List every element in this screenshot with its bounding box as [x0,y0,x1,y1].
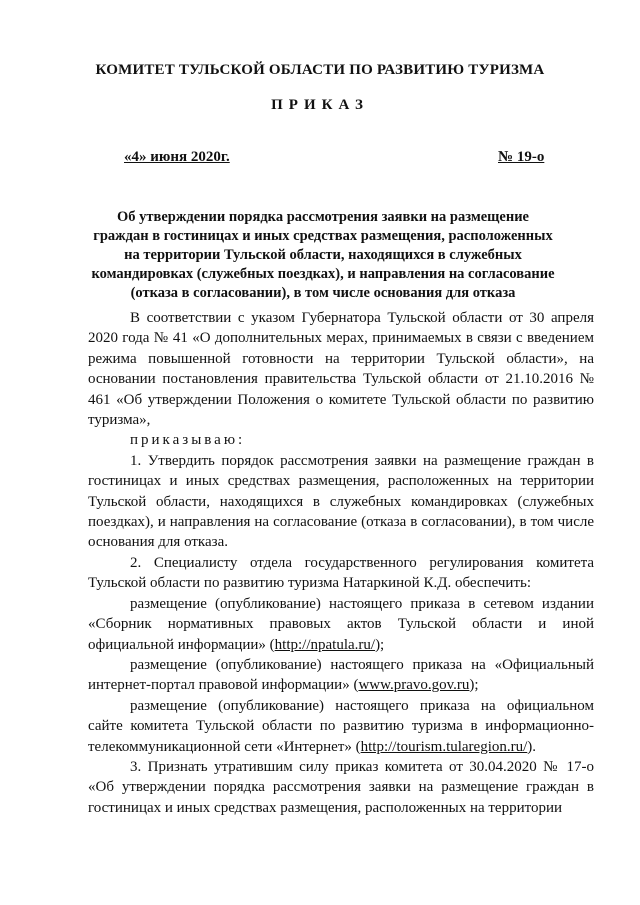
organization-name: КОМИТЕТ ТУЛЬСКОЙ ОБЛАСТИ ПО РАЗВИТИЮ ТУРИЗМА [95,62,545,78]
item-1-paragraph: 1. Утвердить порядок рассмотрения заявки на размещение граждан в гостиницах и иных средствах размещения, расположенных на территории Тульской области, находящихся в служебных командировках (служебных поездках), и направления на согласование (отказа в согласовании), в том числе основания для отказа. [88,452,594,551]
publication-1-paragraph [88,594,594,655]
order-title: Об утверждении порядка рассмотрения заявки на размещение граждан в гостиницах и иных средствах размещения, расположенных на территории Тульской области, находящихся в служебных командировках (служебных поездках), и направления на согласование (отказа в согласовании), в том числе основания для отказа [91,209,555,301]
publication-1-end: ); [375,636,385,653]
order-body [88,308,594,818]
order-word: приказываю: [130,432,246,449]
order-number: № 19-о [498,149,545,165]
publication-3-paragraph [88,696,594,757]
npatula-link[interactable]: http://npatula.ru/ [274,636,376,653]
publication-1-text: размещение (опубликование) настоящего приказа в сетевом издании «Сборник нормативных правовых актов Тульской области и иной официальной информации» ( [88,595,594,653]
order-date: «4» июня 2020г. [124,149,230,165]
item-3-paragraph: 3. Признать утратившим силу приказ комитета от 30.04.2020 № 17-о «Об утверждении порядка рассмотрения заявки на размещение граждан в гостиницах и иных средствах размещения, расположенных на территории [88,758,594,816]
preamble-paragraph: В соответствии с указом Губернатора Тульской области от 30 апреля 2020 года № 41 «О дополнительных мерах, принимаемых в связи с введением режима повышенной готовности на территории Тульской области», на основании постановления правительства Тульской области от 21.10.2016 № 461 «Об утверждении Положения о комитете Тульской области по развитию туризма», [88,310,594,429]
publication-2-end: ); [469,677,479,694]
item-2-paragraph: 2. Специалисту отдела государственного регулирования комитета Тульской области по развитию туризма Натаркиной К.Д. обеспечить: [88,554,594,592]
publication-2-paragraph [88,655,594,696]
publication-2-text: размещение (опубликование) настоящего приказа на «Официальный интернет-портал правовой информации» ( [88,656,594,694]
document-type: ПРИКАЗ [271,97,369,113]
publication-3-end: ). [527,738,537,755]
publication-3-text: размещение (опубликование) настоящего приказа на официальном сайте комитета Тульской области по развитию туризма в информационно-телекоммуникационной сети «Интернет» ( [88,697,594,755]
tourism-link[interactable]: http://tourism.tularegion.ru/ [360,738,528,755]
pravo-link[interactable]: www.pravo.gov.ru [358,677,470,694]
